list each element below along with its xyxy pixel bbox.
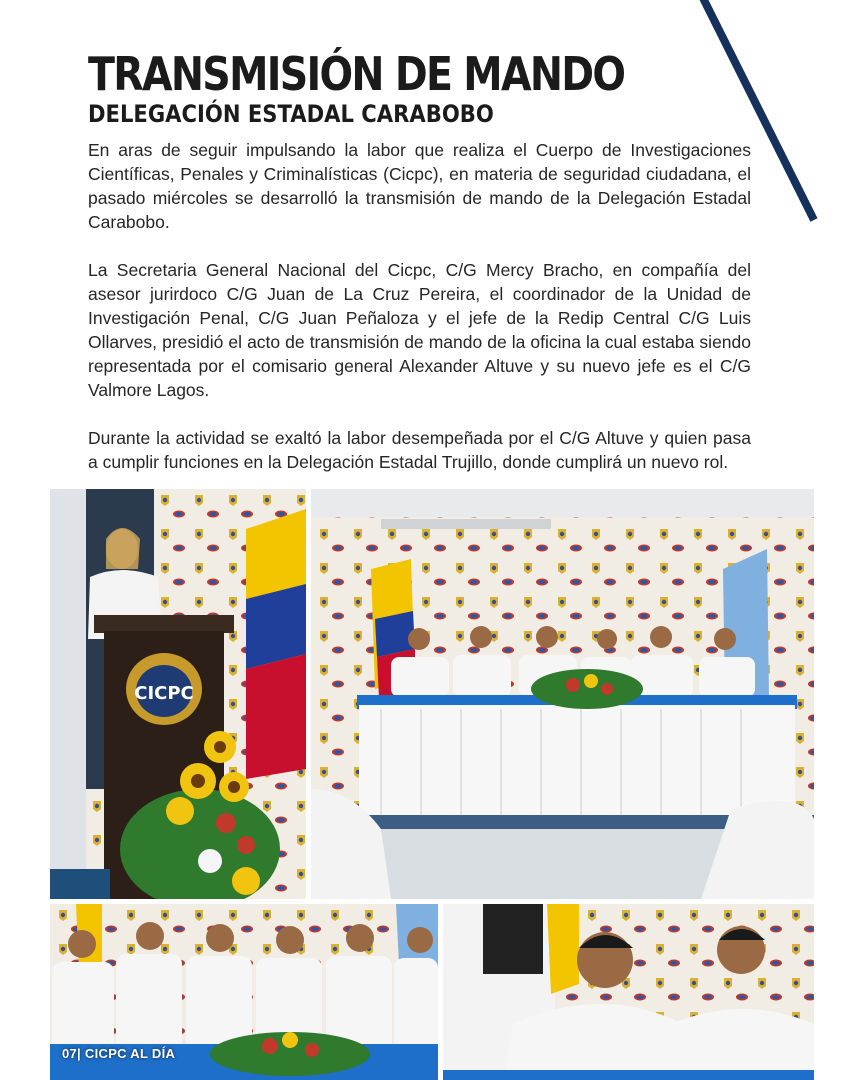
page-title: TRANSMISIÓN DE MANDO xyxy=(88,47,625,101)
svg-text:CICPC: CICPC xyxy=(134,683,194,704)
page-subtitle: DELEGACIÓN ESTADAL CARABOBO xyxy=(88,100,494,128)
article-body xyxy=(88,138,751,498)
photo-document-signing xyxy=(443,904,814,1080)
article-paragraph: La Secretaria General Nacional del Cicpc, C/G Mercy Bracho, en compañía del asesor jurirdoco C/G Juan de La Cruz Pereira, el coordinador de la Unidad de Investigación Penal, C/G Juan Peñaloza y el jefe de la Redip Central C/G Luis Ollarves, presidió el acto de transmisión de mando de la oficina la cual estaba siendo representada por el comisario general Alexander Altuve y su nuevo jefe es el C/G Valmore Lagos. xyxy=(88,260,751,400)
article-paragraph: En aras de seguir impulsando la labor que realiza el Cuerpo de Investigaciones Científicas, Penales y Criminalísticas (Cicpc), en materia de seguridad ciudadana, el pasado miércoles se desarrolló la transmisión de mando de la Delegación Estadal Carabobo. xyxy=(88,140,751,232)
article-paragraph: Durante la actividad se exaltó la labor desempeñada por el C/G Altuve y quien pasa a cumplir funciones en la Delegación Estadal Trujillo, donde cumplirá un nuevo rol. xyxy=(88,428,751,472)
photo-head-table xyxy=(311,489,814,899)
photo-speaker-at-podium xyxy=(50,489,306,899)
page-number-label: 07| CICPC AL DÍA xyxy=(62,1046,176,1061)
